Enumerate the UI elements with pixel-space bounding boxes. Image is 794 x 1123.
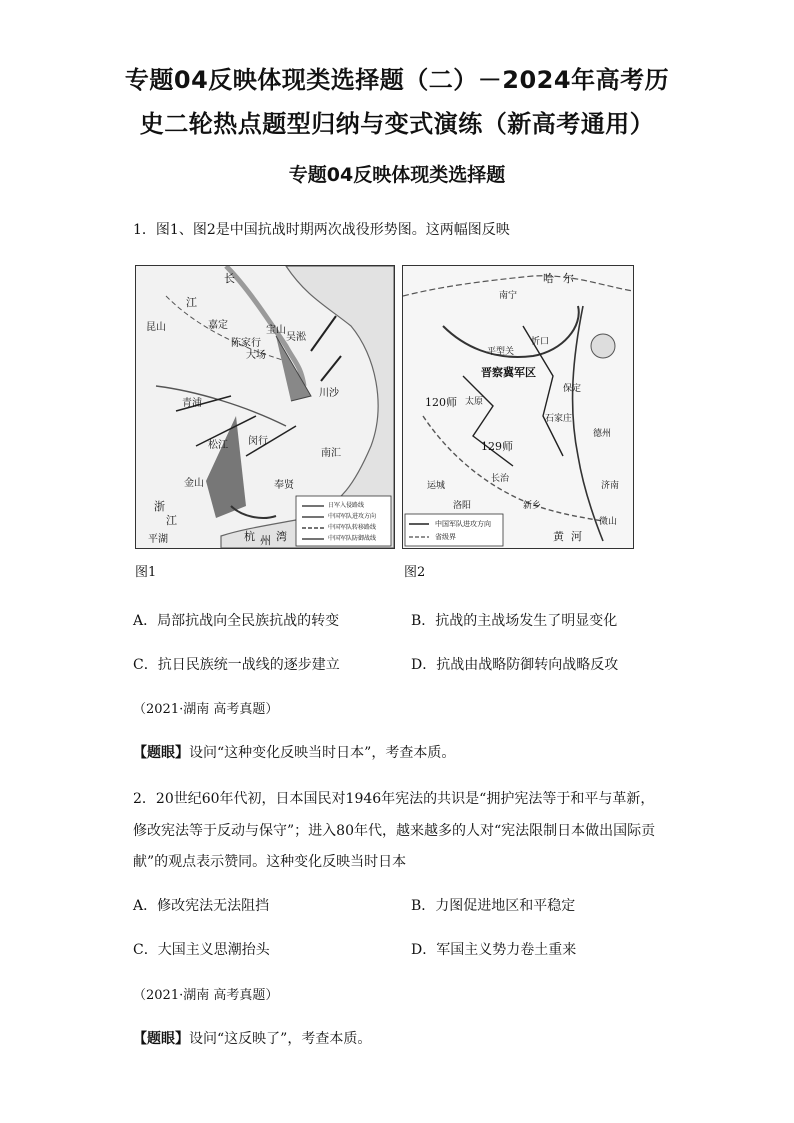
question-1-stem: 1．图1、图2是中国抗战时期两次战役形势图。这两幅图反映 bbox=[133, 222, 510, 238]
question-1-option-b: B．抗战的主战场发生了明显变化 bbox=[411, 613, 618, 629]
map-label: 川沙 bbox=[319, 388, 339, 399]
document-title-line-2: 史二轮热点题型归纳与变式演练（新高考通用） bbox=[139, 110, 655, 138]
map-label: 黄 bbox=[553, 530, 564, 543]
section-subtitle: 专题04反映体现类选择题 bbox=[288, 164, 506, 186]
map-label: 青浦 bbox=[182, 398, 202, 409]
map-label: 江 bbox=[186, 296, 197, 309]
map-label: 州 bbox=[260, 534, 271, 547]
legend-item: 中国军队防御战线 bbox=[328, 535, 377, 542]
map-label: 陈家行 bbox=[231, 338, 261, 349]
map-label: 奉贤 bbox=[274, 480, 294, 491]
question-2-stem-line-3: 献”的观点表示赞同。这种变化反映当时日本 bbox=[133, 854, 407, 870]
map-label: 嘉定 bbox=[208, 320, 228, 331]
question-1-option-a: A．局部抗战向全民族抗战的转变 bbox=[133, 613, 340, 629]
map-label: 南汇 bbox=[321, 448, 341, 459]
map-label: 杭 bbox=[244, 530, 255, 543]
map-label: 昆山 bbox=[146, 322, 166, 333]
question-2-option-a: A．修改宪法无法阻挡 bbox=[133, 898, 270, 914]
legend-item: 中国军队进攻方向 bbox=[435, 520, 491, 528]
question-2-stem-line-1: 2．20世纪60年代初，日本国民对1946年宪法的共识是“拥护宪法等于和平与革新， bbox=[133, 791, 655, 807]
map-label: 宝山 bbox=[266, 325, 286, 336]
map-label: 晋察冀军区 bbox=[481, 366, 536, 379]
map-label: 新乡 bbox=[523, 501, 542, 511]
tip-text: 设问“这种变化反映当时日本”，考查本质。 bbox=[189, 745, 456, 761]
map-label: 石家庄 bbox=[545, 414, 573, 424]
legend-item: 中国军队转移路线 bbox=[328, 524, 377, 531]
figure-2-legend bbox=[435, 518, 491, 544]
legend-item: 中国军队进攻方向 bbox=[328, 513, 377, 520]
map-label: 德州 bbox=[593, 429, 612, 439]
figure-1-caption: 图1 bbox=[135, 565, 157, 580]
legend-item: 日军入侵路线 bbox=[328, 502, 365, 509]
tip-text: 设问“这反映了”，考查本质。 bbox=[189, 1031, 372, 1047]
figure-2-caption: 图2 bbox=[404, 565, 426, 580]
map-label: 保定 bbox=[563, 384, 582, 394]
map-label: 平湖 bbox=[148, 534, 168, 545]
question-2-option-c: C．大国主义思潮抬头 bbox=[133, 942, 270, 958]
figure-1-map bbox=[135, 265, 395, 549]
map-label: 河 bbox=[571, 530, 582, 543]
tip-label: 【题眼】 bbox=[133, 1031, 189, 1047]
map-label: 长 bbox=[224, 272, 235, 285]
map-label: 忻口 bbox=[531, 337, 550, 347]
map-label: 120师 bbox=[425, 396, 457, 409]
map-label: 尔 bbox=[563, 272, 574, 285]
map-label: 南宁 bbox=[499, 291, 518, 301]
question-2-option-d: D．军国主义势力卷土重来 bbox=[411, 942, 577, 958]
map-label: 闵行 bbox=[248, 436, 268, 447]
map-label: 哈 bbox=[543, 272, 554, 285]
figure-2-map bbox=[402, 265, 634, 549]
document-title-line-1: 专题04反映体现类选择题（二）－2024年高考历 bbox=[124, 66, 670, 94]
map-label: 湾 bbox=[276, 530, 287, 543]
question-1-option-d: D．抗战由战略防御转向战略反攻 bbox=[411, 657, 619, 673]
question-1-tip bbox=[133, 742, 455, 762]
question-1-option-c: C．抗日民族统一战线的逐步建立 bbox=[133, 657, 340, 673]
map-label: 太原 bbox=[465, 397, 484, 407]
map-label: 松江 bbox=[208, 440, 228, 451]
question-1-source: （2021·湖南 高考真题） bbox=[133, 702, 279, 717]
map-label: 运城 bbox=[427, 481, 446, 491]
map-label: 吴淞 bbox=[286, 332, 306, 343]
legend-item: 省级界 bbox=[435, 533, 456, 541]
figure-1-legend bbox=[328, 500, 376, 544]
question-2-source: （2021·湖南 高考真题） bbox=[133, 988, 279, 1003]
map-label: 江 bbox=[166, 514, 177, 527]
map-label: 平型关 bbox=[487, 347, 515, 357]
question-2-tip bbox=[133, 1028, 371, 1048]
map-label: 大场 bbox=[246, 350, 266, 361]
question-2-option-b: B．力图促进地区和平稳定 bbox=[411, 898, 576, 914]
map-label: 长治 bbox=[491, 474, 510, 484]
map-label: 洛阳 bbox=[453, 501, 472, 511]
map-label: 浙 bbox=[154, 500, 165, 513]
map-label: 微山 bbox=[599, 517, 618, 527]
map-label: 129师 bbox=[481, 440, 513, 453]
map-label: 金山 bbox=[184, 478, 204, 489]
question-2-stem-line-2: 修改宪法等于反动与保守”；进入80年代，越来越多的人对“宪法限制日本做出国际贡 bbox=[133, 823, 656, 839]
map-label: 济南 bbox=[601, 481, 620, 491]
tip-label: 【题眼】 bbox=[133, 745, 189, 761]
